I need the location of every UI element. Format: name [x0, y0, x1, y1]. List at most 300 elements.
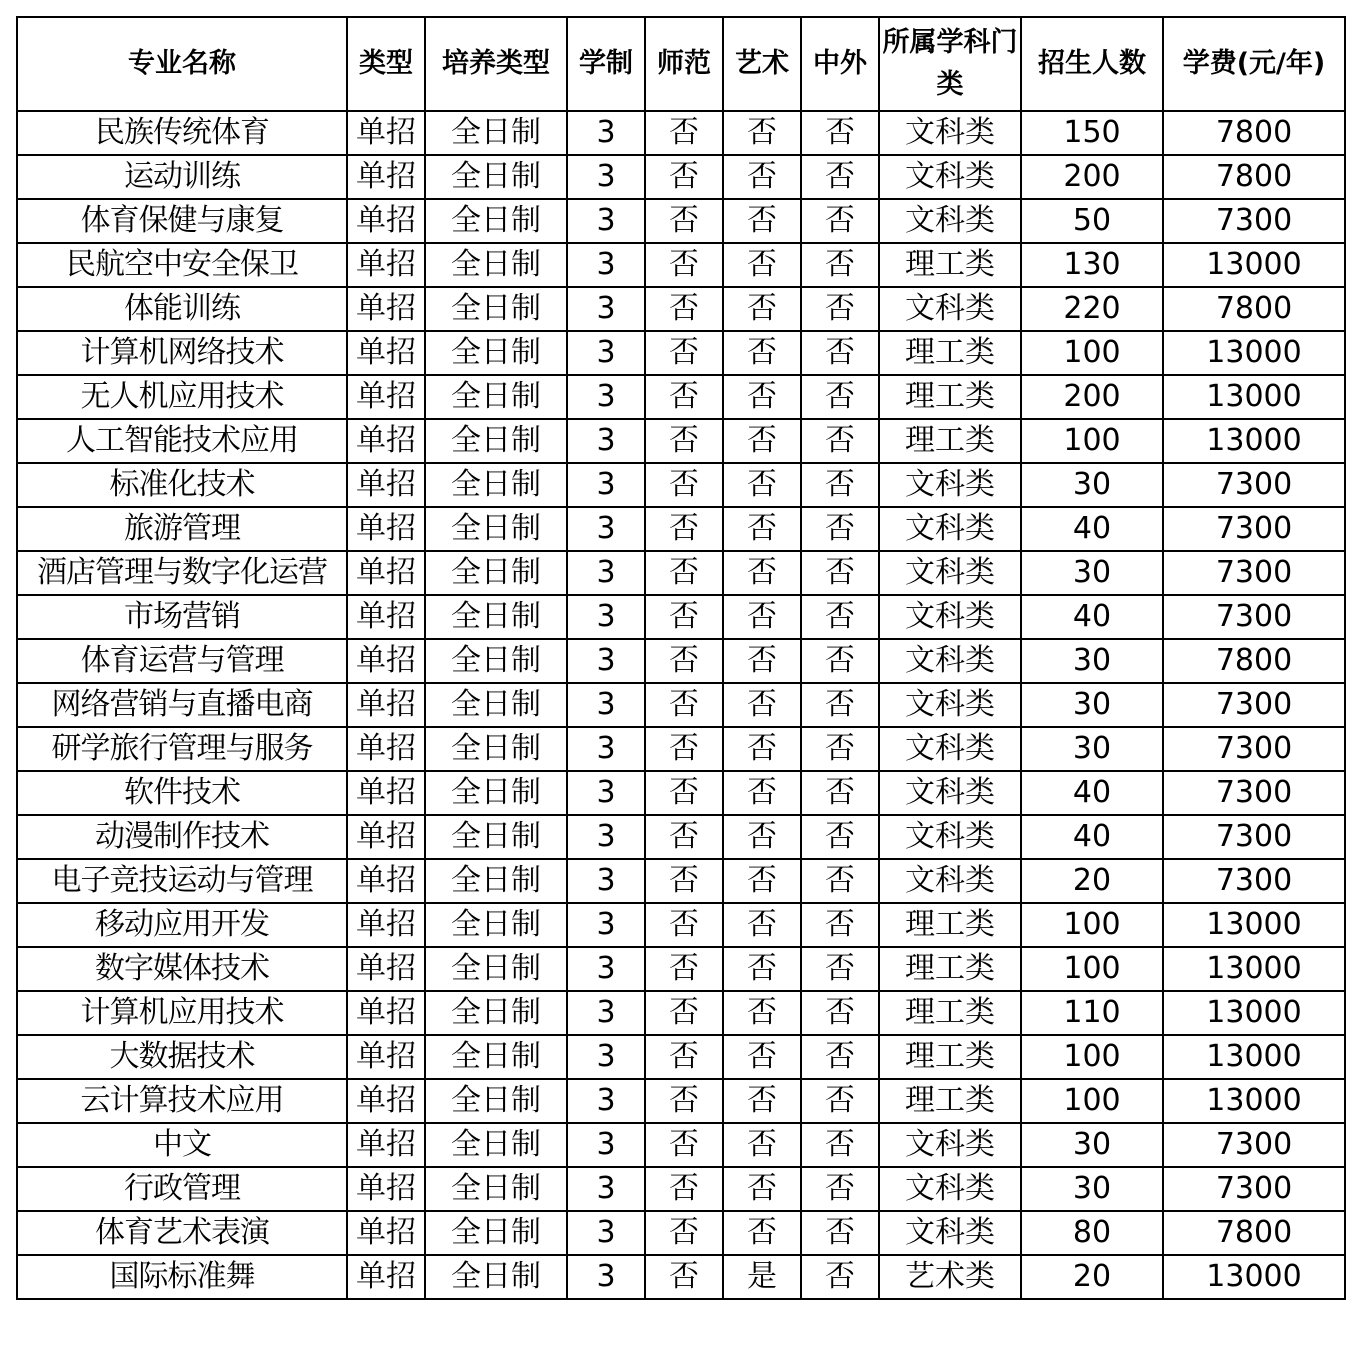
- training-type-cell: 全日制: [425, 815, 567, 859]
- sino-foreign-cell: 否: [801, 243, 879, 287]
- training-type-cell: 全日制: [425, 903, 567, 947]
- discipline-cell: 文科类: [879, 111, 1021, 155]
- table-body: [17, 111, 1345, 1299]
- major-name-cell: 体育保健与康复: [17, 199, 347, 243]
- table-row: [17, 243, 1345, 287]
- training-type-cell: 全日制: [425, 639, 567, 683]
- header-normal: 师范: [645, 17, 723, 111]
- major-name-cell: 体育艺术表演: [17, 1211, 347, 1255]
- major-name-cell: 移动应用开发: [17, 903, 347, 947]
- duration-cell: 3: [567, 419, 645, 463]
- enrollment-cell: 30: [1021, 551, 1163, 595]
- type-cell: 单招: [347, 947, 425, 991]
- tuition-cell: 13000: [1163, 331, 1345, 375]
- table-row: [17, 155, 1345, 199]
- enrollment-cell: 30: [1021, 1167, 1163, 1211]
- normal-cell: 否: [645, 287, 723, 331]
- table-row: [17, 551, 1345, 595]
- major-name-cell: 网络营销与直播电商: [17, 683, 347, 727]
- tuition-cell: 7800: [1163, 287, 1345, 331]
- sino-foreign-cell: 否: [801, 991, 879, 1035]
- training-type-cell: 全日制: [425, 947, 567, 991]
- enrollment-cell: 30: [1021, 463, 1163, 507]
- normal-cell: 否: [645, 111, 723, 155]
- tuition-cell: 7800: [1163, 1211, 1345, 1255]
- training-type-cell: 全日制: [425, 1211, 567, 1255]
- type-cell: 单招: [347, 155, 425, 199]
- table-row: [17, 1255, 1345, 1299]
- table-row: [17, 331, 1345, 375]
- discipline-cell: 文科类: [879, 815, 1021, 859]
- enrollment-cell: 80: [1021, 1211, 1163, 1255]
- sino-foreign-cell: 否: [801, 1255, 879, 1299]
- normal-cell: 否: [645, 903, 723, 947]
- discipline-cell: 艺术类: [879, 1255, 1021, 1299]
- normal-cell: 否: [645, 243, 723, 287]
- major-name-cell: 行政管理: [17, 1167, 347, 1211]
- training-type-cell: 全日制: [425, 155, 567, 199]
- major-name-cell: 人工智能技术应用: [17, 419, 347, 463]
- sino-foreign-cell: 否: [801, 419, 879, 463]
- type-cell: 单招: [347, 463, 425, 507]
- duration-cell: 3: [567, 1211, 645, 1255]
- duration-cell: 3: [567, 111, 645, 155]
- art-cell: 否: [723, 331, 801, 375]
- table-row: [17, 1211, 1345, 1255]
- tuition-cell: 13000: [1163, 903, 1345, 947]
- type-cell: 单招: [347, 639, 425, 683]
- normal-cell: 否: [645, 1255, 723, 1299]
- tuition-cell: 7300: [1163, 1167, 1345, 1211]
- training-type-cell: 全日制: [425, 727, 567, 771]
- enrollment-cell: 40: [1021, 771, 1163, 815]
- sino-foreign-cell: 否: [801, 815, 879, 859]
- major-name-cell: 民航空中安全保卫: [17, 243, 347, 287]
- enrollment-cell: 30: [1021, 727, 1163, 771]
- table-row: [17, 815, 1345, 859]
- tuition-cell: 13000: [1163, 947, 1345, 991]
- sino-foreign-cell: 否: [801, 375, 879, 419]
- duration-cell: 3: [567, 903, 645, 947]
- discipline-cell: 文科类: [879, 771, 1021, 815]
- tuition-cell: 13000: [1163, 419, 1345, 463]
- enrollment-cell: 20: [1021, 1255, 1163, 1299]
- normal-cell: 否: [645, 1123, 723, 1167]
- major-name-cell: 无人机应用技术: [17, 375, 347, 419]
- sino-foreign-cell: 否: [801, 639, 879, 683]
- training-type-cell: 全日制: [425, 111, 567, 155]
- sino-foreign-cell: 否: [801, 859, 879, 903]
- sino-foreign-cell: 否: [801, 155, 879, 199]
- art-cell: 否: [723, 199, 801, 243]
- type-cell: 单招: [347, 1079, 425, 1123]
- duration-cell: 3: [567, 639, 645, 683]
- header-discipline: 所属学科门类: [879, 17, 1021, 111]
- table-row: [17, 507, 1345, 551]
- type-cell: 单招: [347, 991, 425, 1035]
- type-cell: 单招: [347, 375, 425, 419]
- major-name-cell: 云计算技术应用: [17, 1079, 347, 1123]
- table-row: [17, 375, 1345, 419]
- table-row: [17, 859, 1345, 903]
- training-type-cell: 全日制: [425, 199, 567, 243]
- duration-cell: 3: [567, 683, 645, 727]
- major-name-cell: 民族传统体育: [17, 111, 347, 155]
- duration-cell: 3: [567, 1079, 645, 1123]
- discipline-cell: 理工类: [879, 419, 1021, 463]
- normal-cell: 否: [645, 551, 723, 595]
- art-cell: 否: [723, 287, 801, 331]
- major-name-cell: 国际标准舞: [17, 1255, 347, 1299]
- art-cell: 否: [723, 639, 801, 683]
- discipline-cell: 文科类: [879, 287, 1021, 331]
- normal-cell: 否: [645, 155, 723, 199]
- tuition-cell: 7300: [1163, 1123, 1345, 1167]
- art-cell: 否: [723, 771, 801, 815]
- art-cell: 否: [723, 1167, 801, 1211]
- sino-foreign-cell: 否: [801, 595, 879, 639]
- table-row: [17, 1123, 1345, 1167]
- art-cell: 否: [723, 507, 801, 551]
- enrollment-cell: 100: [1021, 1035, 1163, 1079]
- discipline-cell: 理工类: [879, 375, 1021, 419]
- sino-foreign-cell: 否: [801, 727, 879, 771]
- normal-cell: 否: [645, 463, 723, 507]
- training-type-cell: 全日制: [425, 1123, 567, 1167]
- tuition-cell: 13000: [1163, 1035, 1345, 1079]
- art-cell: 否: [723, 155, 801, 199]
- art-cell: 是: [723, 1255, 801, 1299]
- major-name-cell: 体育运营与管理: [17, 639, 347, 683]
- tuition-cell: 7300: [1163, 199, 1345, 243]
- tuition-cell: 7300: [1163, 771, 1345, 815]
- tuition-cell: 7300: [1163, 815, 1345, 859]
- art-cell: 否: [723, 111, 801, 155]
- header-row: [17, 17, 1345, 111]
- duration-cell: 3: [567, 199, 645, 243]
- duration-cell: 3: [567, 155, 645, 199]
- type-cell: 单招: [347, 111, 425, 155]
- normal-cell: 否: [645, 991, 723, 1035]
- tuition-cell: 7300: [1163, 595, 1345, 639]
- training-type-cell: 全日制: [425, 551, 567, 595]
- major-name-cell: 运动训练: [17, 155, 347, 199]
- training-type-cell: 全日制: [425, 683, 567, 727]
- training-type-cell: 全日制: [425, 595, 567, 639]
- enrollment-cell: 30: [1021, 1123, 1163, 1167]
- tuition-cell: 13000: [1163, 1079, 1345, 1123]
- art-cell: 否: [723, 1123, 801, 1167]
- art-cell: 否: [723, 1035, 801, 1079]
- header-art: 艺术: [723, 17, 801, 111]
- sino-foreign-cell: 否: [801, 1123, 879, 1167]
- major-name-cell: 软件技术: [17, 771, 347, 815]
- tuition-cell: 13000: [1163, 243, 1345, 287]
- discipline-cell: 文科类: [879, 551, 1021, 595]
- enrollment-cell: 30: [1021, 683, 1163, 727]
- sino-foreign-cell: 否: [801, 111, 879, 155]
- discipline-cell: 文科类: [879, 727, 1021, 771]
- table-row: [17, 947, 1345, 991]
- table-row: [17, 111, 1345, 155]
- training-type-cell: 全日制: [425, 1255, 567, 1299]
- normal-cell: 否: [645, 815, 723, 859]
- art-cell: 否: [723, 595, 801, 639]
- training-type-cell: 全日制: [425, 1035, 567, 1079]
- type-cell: 单招: [347, 859, 425, 903]
- normal-cell: 否: [645, 1167, 723, 1211]
- major-name-cell: 旅游管理: [17, 507, 347, 551]
- enrollment-cell: 110: [1021, 991, 1163, 1035]
- normal-cell: 否: [645, 771, 723, 815]
- table-row: [17, 1167, 1345, 1211]
- art-cell: 否: [723, 903, 801, 947]
- duration-cell: 3: [567, 287, 645, 331]
- table-row: [17, 595, 1345, 639]
- discipline-cell: 文科类: [879, 683, 1021, 727]
- table-row: [17, 683, 1345, 727]
- duration-cell: 3: [567, 771, 645, 815]
- duration-cell: 3: [567, 463, 645, 507]
- discipline-cell: 文科类: [879, 1211, 1021, 1255]
- type-cell: 单招: [347, 903, 425, 947]
- duration-cell: 3: [567, 1123, 645, 1167]
- discipline-cell: 文科类: [879, 1167, 1021, 1211]
- enrollment-cell: 100: [1021, 1079, 1163, 1123]
- art-cell: 否: [723, 683, 801, 727]
- type-cell: 单招: [347, 419, 425, 463]
- enrollment-cell: 40: [1021, 815, 1163, 859]
- sino-foreign-cell: 否: [801, 771, 879, 815]
- art-cell: 否: [723, 815, 801, 859]
- sino-foreign-cell: 否: [801, 683, 879, 727]
- training-type-cell: 全日制: [425, 859, 567, 903]
- normal-cell: 否: [645, 507, 723, 551]
- art-cell: 否: [723, 243, 801, 287]
- training-type-cell: 全日制: [425, 243, 567, 287]
- normal-cell: 否: [645, 727, 723, 771]
- duration-cell: 3: [567, 375, 645, 419]
- type-cell: 单招: [347, 1255, 425, 1299]
- training-type-cell: 全日制: [425, 771, 567, 815]
- header-enrollment: 招生人数: [1021, 17, 1163, 111]
- art-cell: 否: [723, 419, 801, 463]
- header-duration: 学制: [567, 17, 645, 111]
- enrollment-cell: 40: [1021, 595, 1163, 639]
- art-cell: 否: [723, 463, 801, 507]
- training-type-cell: 全日制: [425, 463, 567, 507]
- art-cell: 否: [723, 1211, 801, 1255]
- training-type-cell: 全日制: [425, 287, 567, 331]
- discipline-cell: 理工类: [879, 331, 1021, 375]
- major-name-cell: 电子竞技运动与管理: [17, 859, 347, 903]
- header-tuition: 学费(元/年): [1163, 17, 1345, 111]
- table-row: [17, 463, 1345, 507]
- enrollment-cell: 200: [1021, 375, 1163, 419]
- table-row: [17, 199, 1345, 243]
- header-type: 类型: [347, 17, 425, 111]
- normal-cell: 否: [645, 595, 723, 639]
- training-type-cell: 全日制: [425, 419, 567, 463]
- discipline-cell: 理工类: [879, 903, 1021, 947]
- duration-cell: 3: [567, 727, 645, 771]
- table-row: [17, 419, 1345, 463]
- tuition-cell: 7300: [1163, 859, 1345, 903]
- discipline-cell: 理工类: [879, 991, 1021, 1035]
- sino-foreign-cell: 否: [801, 947, 879, 991]
- enrollment-cell: 50: [1021, 199, 1163, 243]
- normal-cell: 否: [645, 1035, 723, 1079]
- normal-cell: 否: [645, 199, 723, 243]
- duration-cell: 3: [567, 243, 645, 287]
- training-type-cell: 全日制: [425, 507, 567, 551]
- discipline-cell: 文科类: [879, 639, 1021, 683]
- training-type-cell: 全日制: [425, 331, 567, 375]
- enrollment-cell: 20: [1021, 859, 1163, 903]
- tuition-cell: 7300: [1163, 463, 1345, 507]
- normal-cell: 否: [645, 1211, 723, 1255]
- type-cell: 单招: [347, 507, 425, 551]
- sino-foreign-cell: 否: [801, 199, 879, 243]
- training-type-cell: 全日制: [425, 375, 567, 419]
- tuition-cell: 7300: [1163, 727, 1345, 771]
- art-cell: 否: [723, 859, 801, 903]
- sino-foreign-cell: 否: [801, 1167, 879, 1211]
- type-cell: 单招: [347, 287, 425, 331]
- header-major-name: 专业名称: [17, 17, 347, 111]
- enrollment-cell: 40: [1021, 507, 1163, 551]
- normal-cell: 否: [645, 683, 723, 727]
- header-training-type: 培养类型: [425, 17, 567, 111]
- discipline-cell: 文科类: [879, 1123, 1021, 1167]
- discipline-cell: 文科类: [879, 155, 1021, 199]
- duration-cell: 3: [567, 815, 645, 859]
- art-cell: 否: [723, 551, 801, 595]
- discipline-cell: 理工类: [879, 1035, 1021, 1079]
- major-name-cell: 标准化技术: [17, 463, 347, 507]
- tuition-cell: 7300: [1163, 683, 1345, 727]
- discipline-cell: 文科类: [879, 859, 1021, 903]
- sino-foreign-cell: 否: [801, 903, 879, 947]
- type-cell: 单招: [347, 551, 425, 595]
- major-name-cell: 计算机应用技术: [17, 991, 347, 1035]
- training-type-cell: 全日制: [425, 991, 567, 1035]
- type-cell: 单招: [347, 771, 425, 815]
- discipline-cell: 文科类: [879, 595, 1021, 639]
- duration-cell: 3: [567, 991, 645, 1035]
- tuition-cell: 7300: [1163, 507, 1345, 551]
- enrollment-cell: 100: [1021, 947, 1163, 991]
- tuition-cell: 7800: [1163, 111, 1345, 155]
- normal-cell: 否: [645, 331, 723, 375]
- tuition-cell: 7800: [1163, 155, 1345, 199]
- type-cell: 单招: [347, 331, 425, 375]
- duration-cell: 3: [567, 551, 645, 595]
- discipline-cell: 理工类: [879, 1079, 1021, 1123]
- training-type-cell: 全日制: [425, 1167, 567, 1211]
- sino-foreign-cell: 否: [801, 1079, 879, 1123]
- major-name-cell: 体能训练: [17, 287, 347, 331]
- table-row: [17, 639, 1345, 683]
- tuition-cell: 7800: [1163, 639, 1345, 683]
- type-cell: 单招: [347, 595, 425, 639]
- discipline-cell: 理工类: [879, 243, 1021, 287]
- sino-foreign-cell: 否: [801, 551, 879, 595]
- discipline-cell: 文科类: [879, 507, 1021, 551]
- type-cell: 单招: [347, 1123, 425, 1167]
- type-cell: 单招: [347, 1035, 425, 1079]
- tuition-cell: 7300: [1163, 551, 1345, 595]
- table-row: [17, 903, 1345, 947]
- type-cell: 单招: [347, 243, 425, 287]
- duration-cell: 3: [567, 507, 645, 551]
- table-row: [17, 991, 1345, 1035]
- sino-foreign-cell: 否: [801, 463, 879, 507]
- tuition-cell: 13000: [1163, 991, 1345, 1035]
- major-name-cell: 计算机网络技术: [17, 331, 347, 375]
- enrollment-cell: 100: [1021, 419, 1163, 463]
- enrollment-cell: 220: [1021, 287, 1163, 331]
- enrollment-cell: 130: [1021, 243, 1163, 287]
- enrollment-cell: 30: [1021, 639, 1163, 683]
- art-cell: 否: [723, 991, 801, 1035]
- normal-cell: 否: [645, 947, 723, 991]
- major-name-cell: 市场营销: [17, 595, 347, 639]
- tuition-cell: 13000: [1163, 1255, 1345, 1299]
- header-sino-foreign: 中外: [801, 17, 879, 111]
- duration-cell: 3: [567, 1255, 645, 1299]
- major-name-cell: 酒店管理与数字化运营: [17, 551, 347, 595]
- type-cell: 单招: [347, 1167, 425, 1211]
- enrollment-table: [16, 16, 1346, 1300]
- duration-cell: 3: [567, 1167, 645, 1211]
- tuition-cell: 13000: [1163, 375, 1345, 419]
- enrollment-cell: 150: [1021, 111, 1163, 155]
- training-type-cell: 全日制: [425, 1079, 567, 1123]
- type-cell: 单招: [347, 199, 425, 243]
- enrollment-cell: 100: [1021, 331, 1163, 375]
- normal-cell: 否: [645, 1079, 723, 1123]
- duration-cell: 3: [567, 1035, 645, 1079]
- sino-foreign-cell: 否: [801, 1211, 879, 1255]
- normal-cell: 否: [645, 419, 723, 463]
- art-cell: 否: [723, 1079, 801, 1123]
- art-cell: 否: [723, 727, 801, 771]
- normal-cell: 否: [645, 375, 723, 419]
- discipline-cell: 文科类: [879, 463, 1021, 507]
- type-cell: 单招: [347, 1211, 425, 1255]
- major-name-cell: 研学旅行管理与服务: [17, 727, 347, 771]
- table-row: [17, 1079, 1345, 1123]
- art-cell: 否: [723, 375, 801, 419]
- table-row: [17, 287, 1345, 331]
- art-cell: 否: [723, 947, 801, 991]
- normal-cell: 否: [645, 859, 723, 903]
- normal-cell: 否: [645, 639, 723, 683]
- major-name-cell: 大数据技术: [17, 1035, 347, 1079]
- type-cell: 单招: [347, 727, 425, 771]
- table-row: [17, 771, 1345, 815]
- sino-foreign-cell: 否: [801, 1035, 879, 1079]
- major-name-cell: 中文: [17, 1123, 347, 1167]
- type-cell: 单招: [347, 815, 425, 859]
- enrollment-cell: 100: [1021, 903, 1163, 947]
- sino-foreign-cell: 否: [801, 507, 879, 551]
- major-name-cell: 数字媒体技术: [17, 947, 347, 991]
- duration-cell: 3: [567, 859, 645, 903]
- sino-foreign-cell: 否: [801, 287, 879, 331]
- discipline-cell: 理工类: [879, 947, 1021, 991]
